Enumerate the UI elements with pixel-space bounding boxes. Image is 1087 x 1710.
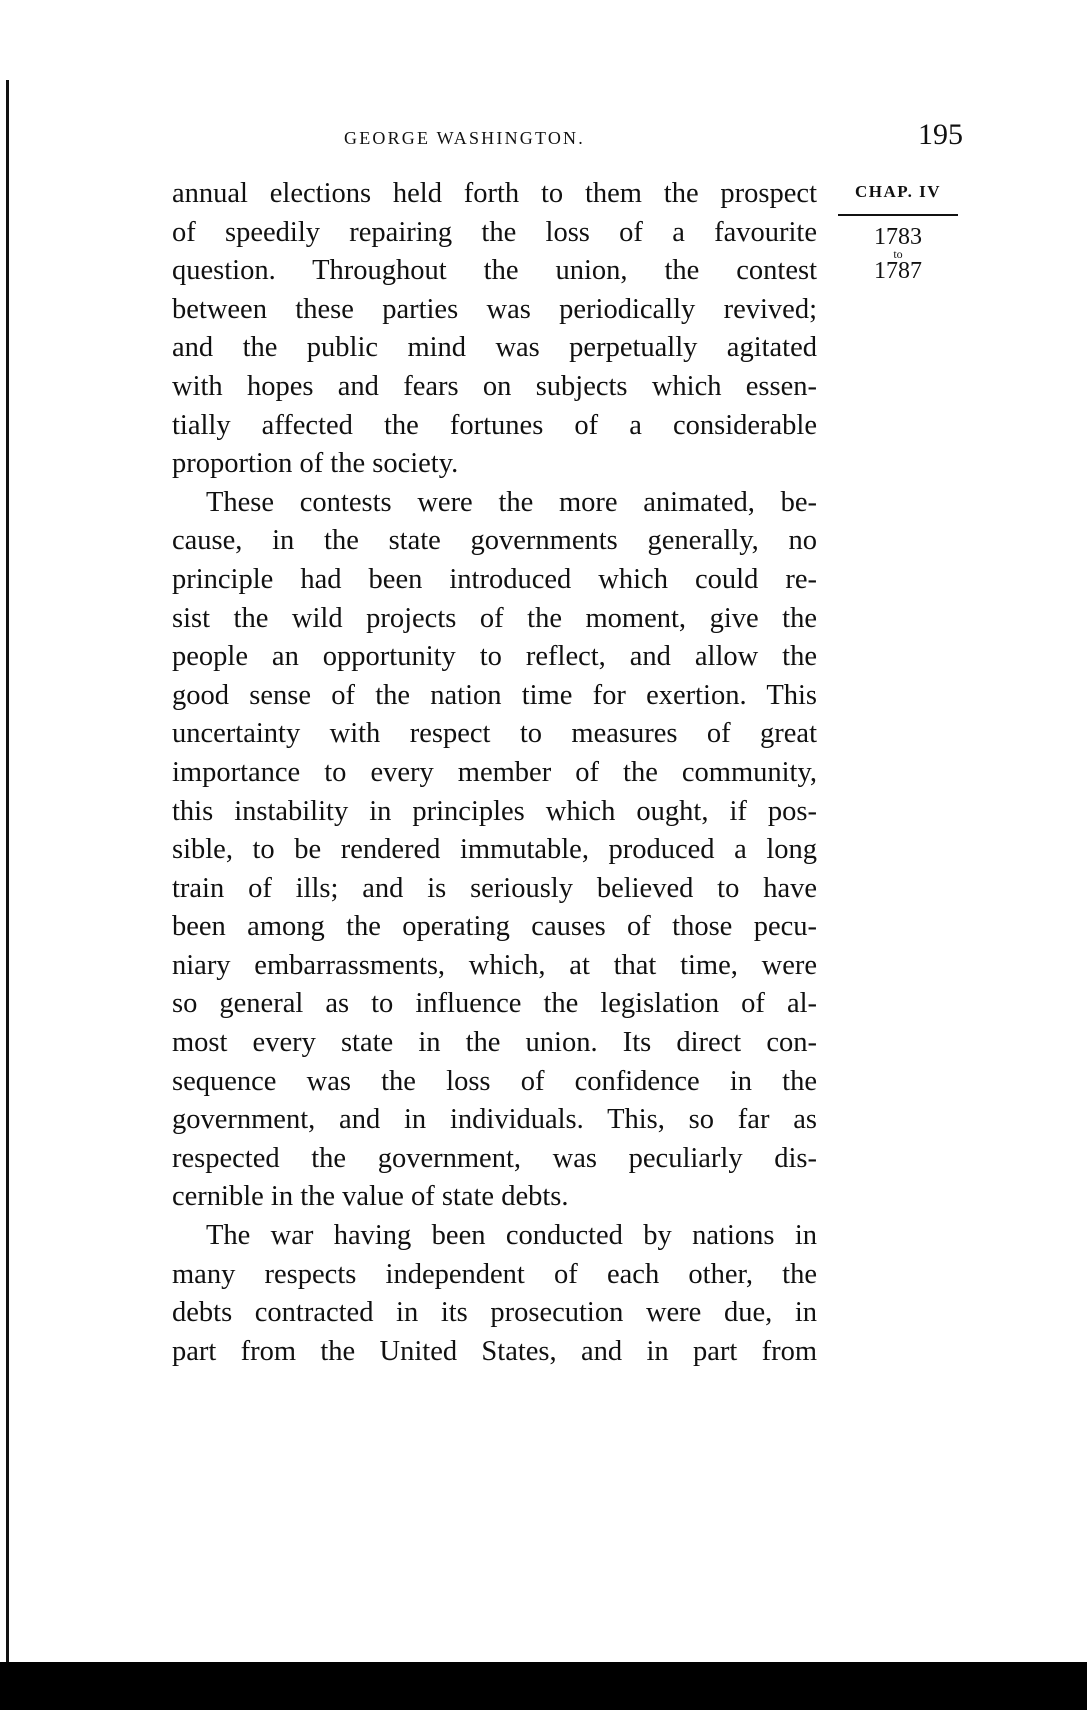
text-line: people an opportunity to reflect, and allow the xyxy=(172,641,817,673)
text-line: between these parties was periodically revived; xyxy=(172,293,817,325)
text-line: proportion of the society. xyxy=(172,448,459,480)
text-line: so general as to influence the legislation of al- xyxy=(172,988,817,1020)
text-line: train of ills; and is seriously believed to have xyxy=(172,872,817,904)
text-line: of speedily repairing the loss of a favourite xyxy=(172,216,817,248)
paragraph xyxy=(172,484,817,1217)
scan-binding-edge xyxy=(6,80,9,1670)
text-line: part from the United States, and in part from xyxy=(172,1335,817,1367)
text-line: sist the wild projects of the moment, give the xyxy=(172,602,817,634)
text-line: The war having been conducted by nations in xyxy=(206,1220,817,1252)
text-line: These contests were the more animated, be- xyxy=(206,486,817,518)
margin-rule xyxy=(838,214,958,216)
year-to: to xyxy=(893,247,903,261)
text-line: cause, in the state governments generally, no xyxy=(172,525,817,557)
text-line: niary embarrassments, which, at that time, were xyxy=(172,949,817,981)
text-line: tially affected the fortunes of a considerable xyxy=(172,409,817,441)
text-line: question. Throughout the union, the contest xyxy=(172,255,817,287)
year-start: 1783 xyxy=(874,224,922,250)
text-line: sible, to be rendered immutable, produced a long xyxy=(172,834,817,866)
text-line: debts contracted in its prosecution were due, in xyxy=(172,1297,817,1329)
text-line: government, and in individuals. This, so far as xyxy=(172,1104,817,1136)
text-line: respected the government, was peculiarly dis- xyxy=(172,1142,817,1174)
text-line: good sense of the nation time for exertion. This xyxy=(172,679,817,711)
body-text xyxy=(172,175,817,1371)
scan-bottom-edge xyxy=(0,1662,1087,1710)
text-line: with hopes and fears on subjects which essen- xyxy=(172,370,817,402)
running-title: GEORGE WASHINGTON. xyxy=(344,128,585,148)
page-number: 195 xyxy=(918,118,963,151)
text-line: this instability in principles which ought, if pos- xyxy=(172,795,817,827)
text-line: importance to every member of the community, xyxy=(172,756,817,788)
text-line: many respects independent of each other, the xyxy=(172,1258,817,1290)
paragraph xyxy=(172,175,817,484)
paragraph xyxy=(172,1217,817,1371)
year-end: 1787 xyxy=(874,258,922,284)
text-line: cernible in the value of state debts. xyxy=(172,1181,569,1213)
text-line: been among the operating causes of those pecu- xyxy=(172,911,817,943)
margin-note xyxy=(838,182,958,282)
text-line: annual elections held forth to them the prospect xyxy=(172,178,817,209)
chapter-label: CHAP. IV xyxy=(855,182,941,201)
text-line: uncertainty with respect to measures of great xyxy=(172,718,817,750)
text-line: and the public mind was perpetually agitated xyxy=(172,332,817,364)
text-line: principle had been introduced which could re- xyxy=(172,563,817,595)
text-line: sequence was the loss of confidence in the xyxy=(172,1065,817,1097)
text-line: most every state in the union. Its direct con- xyxy=(172,1027,817,1059)
